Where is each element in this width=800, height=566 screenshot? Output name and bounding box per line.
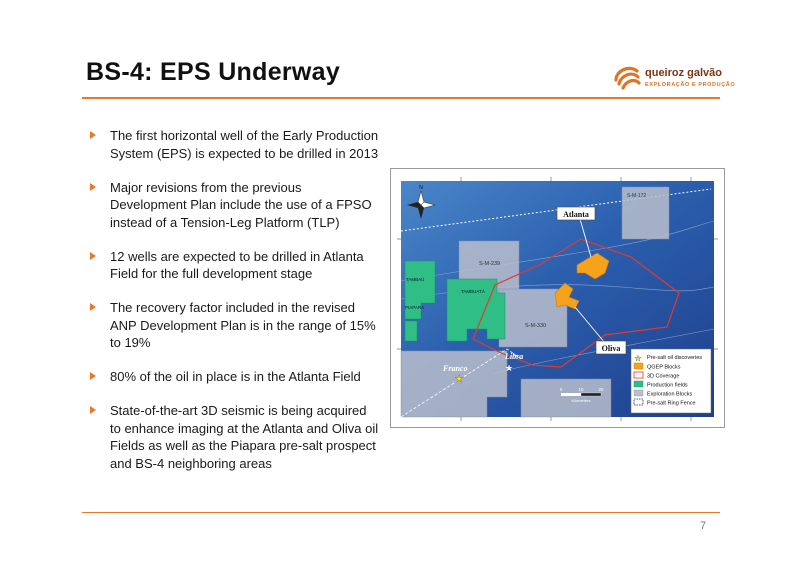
bullet-arrow-icon <box>90 131 96 139</box>
bullet-item <box>90 299 380 352</box>
scale-tick: 20 <box>598 387 604 392</box>
bullet-arrow-icon <box>90 252 96 260</box>
bullet-text: Major revisions from the previous Development Plan include the use of a FPSO instead of a Tension-Leg Platform (TLP) <box>110 179 372 230</box>
svg-text:N: N <box>419 185 423 191</box>
bullet-text: State-of-the-art 3D seismic is being acquired to enhance imaging at the Atlanta and Oliva oil Fields as well as the Piapara pre-salt prospect and BS-4 neighboring areas <box>110 403 379 471</box>
bullet-arrow-icon <box>90 372 96 380</box>
bullet-text: The first horizontal well of the Early Production System (EPS) is expected to be drilled in 2013 <box>110 128 379 161</box>
block-label-sm330: S-M-330 <box>525 323 547 329</box>
field-label-tambuata: TAMBUATÁ <box>461 289 485 294</box>
footer-divider <box>82 512 720 513</box>
exploration-block-south <box>521 379 611 417</box>
company-logo <box>612 62 736 96</box>
logo-name: queiroz galvão <box>645 67 723 79</box>
bullet-text: 12 wells are expected to be drilled in Atlanta Field for the full development stage <box>110 248 364 281</box>
scale-tick: 0 <box>559 387 563 392</box>
legend-label: Pre-salt Ring Fence <box>647 400 696 407</box>
franco-star-icon: ★ <box>454 374 464 385</box>
production-field-piapara <box>405 321 417 341</box>
franco-label: Franco <box>443 364 468 373</box>
block-label-sm172: S-M-172 <box>627 193 647 199</box>
legend-label: Pre-salt oil discoveries <box>647 355 703 361</box>
bullet-item <box>90 248 380 283</box>
bullet-item <box>90 368 380 386</box>
page-number: 7 <box>700 520 707 532</box>
legend-label: 3D Coverage <box>647 373 680 380</box>
legend-label: Production fields <box>647 382 688 389</box>
slide-title: BS-4: EPS Underway <box>86 58 341 86</box>
block-label-sm239: S-M-239 <box>479 261 501 267</box>
atlanta-label: Atlanta <box>563 210 589 219</box>
map-figure <box>391 169 724 427</box>
block-map <box>390 168 725 428</box>
logo-swirl-icon <box>612 62 642 92</box>
bullet-text: 80% of the oil in place is in the Atlanta Field <box>110 369 361 384</box>
legend-label: Exploration Blocks <box>647 391 693 398</box>
legend-star-icon: ★ <box>634 354 642 363</box>
bullet-arrow-icon <box>90 183 96 191</box>
bullet-list <box>90 127 380 489</box>
map-legend <box>631 349 711 413</box>
field-label-piapara: PIAPARA <box>405 305 425 310</box>
legend-label: QGEP Blocks <box>647 364 681 371</box>
bullet-arrow-icon <box>90 406 96 414</box>
oliva-label: Oliva <box>601 344 621 353</box>
logo-tagline: EXPLORAÇÃO E PRODUÇÃO <box>645 82 736 88</box>
bullet-item <box>90 402 380 472</box>
bullet-item <box>90 127 380 162</box>
scale-unit: Kilometers <box>571 398 591 403</box>
libra-star-icon: ★ <box>504 363 514 373</box>
legend-swatch-green <box>634 381 643 387</box>
legend-swatch-grey <box>634 390 643 396</box>
bullet-item <box>90 179 380 232</box>
field-label-tambau: TAMBAÚ <box>406 277 425 282</box>
bullet-arrow-icon <box>90 303 96 311</box>
libra-label: Libra <box>505 352 524 361</box>
scale-tick: 10 <box>578 387 584 392</box>
title-divider <box>82 97 720 99</box>
bullet-text: The recovery factor included in the revised ANP Development Plan is in the range of 15% to 19% <box>110 300 376 350</box>
legend-swatch-orange <box>634 363 643 369</box>
